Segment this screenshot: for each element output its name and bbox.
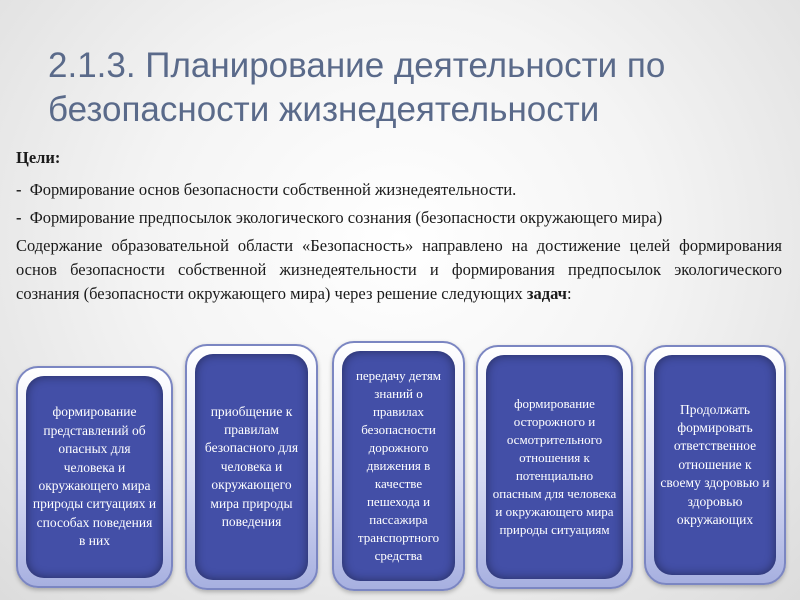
task-card-1: [16, 366, 173, 588]
content-text: Содержание образовательной области «Безопасность» направлено на достижение целей формирования основ безопасности собственной жизнедеятельности и формирования предпосылок экологического сознания (безопасности окружающего мира) через решение следующих: [16, 236, 782, 303]
goal-item-1: [16, 178, 782, 202]
task-card-text-5: Продолжать формировать ответственное отношение к своему здоровью и здоровью окружающих: [654, 355, 776, 575]
goal-item-2: [16, 206, 782, 230]
goals-heading: Цели:: [16, 148, 61, 167]
task-card-text-1: формирование представлений об опасных для человека и окружающего мира природы ситуациях и способах поведения в них: [26, 376, 163, 578]
task-card-text-2: приобщение к правилам безопасного для человека и окружающего мира природы поведения: [195, 354, 308, 580]
task-card-5: [644, 345, 786, 585]
content-bold-word: задач: [526, 284, 567, 303]
content-end: :: [566, 284, 572, 303]
slide-title: 2.1.3. Планирование деятельности по безопасности жизнедеятельности: [48, 46, 666, 129]
task-card-text-4: формирование осторожного и осмотрительного отношения к потенциально опасным для человека и окружающего мира природы ситуациям: [486, 355, 623, 579]
goal-text-1: Формирование основ безопасности собственной жизнедеятельности.: [29, 180, 517, 199]
goal-dash: -: [16, 180, 22, 199]
goal-text-2: Формирование предпосылок экологического сознания (безопасности окружающего мира): [29, 208, 663, 227]
task-card-2: [185, 344, 318, 590]
slide-body: [16, 146, 782, 310]
content-paragraph: [16, 234, 782, 306]
task-card-3: [332, 341, 465, 591]
goal-dash: -: [16, 208, 22, 227]
task-card-4: [476, 345, 633, 589]
task-card-text-3: передачу детям знаний о правилах безопасности дорожного движения в качестве пешехода и пассажира транспортного средства: [342, 351, 455, 581]
